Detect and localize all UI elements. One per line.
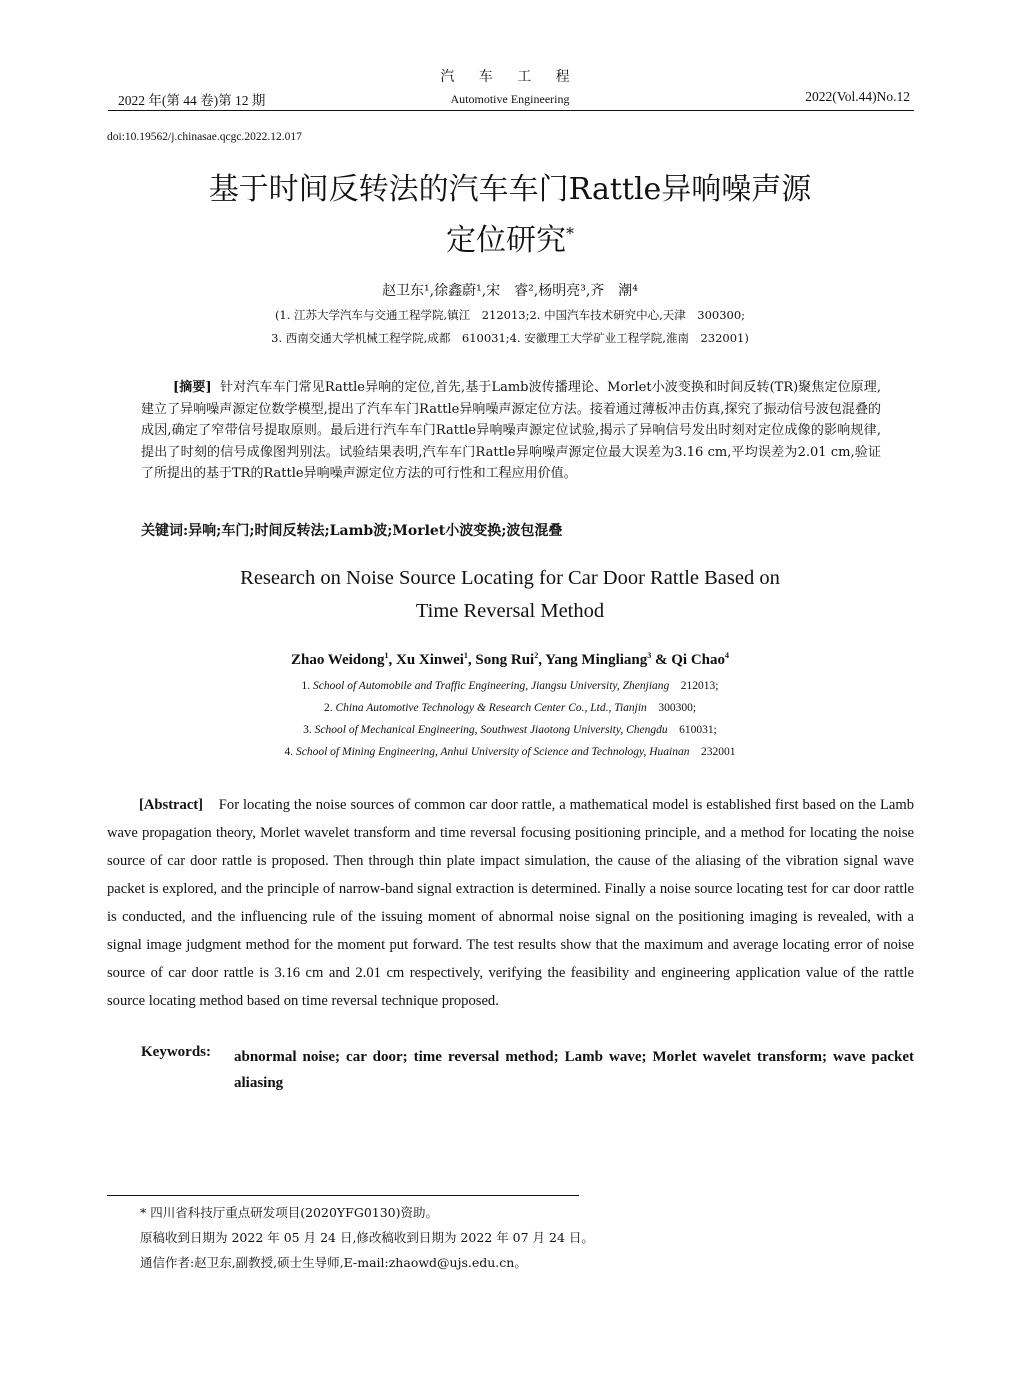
- affil-text: School of Mechanical Engineering, Southwest Jiaotong University, Chengdu: [314, 724, 668, 736]
- en-keywords: abnormal noise; car door; time reversal method; Lamb wave; Morlet wavelet transform; wave packet aliasing: [234, 1049, 914, 1091]
- cn-title-line1: 基于时间反转法的汽车车门Rattle异响噪声源: [208, 172, 812, 207]
- affil-postcode: 610031;: [679, 724, 717, 736]
- author-affil-number: 1: [463, 651, 468, 660]
- en-affiliation-2: [0, 702, 1020, 714]
- en-abstract: [107, 791, 914, 1015]
- journal-name-en: Automotive Engineering: [450, 92, 570, 106]
- affil-postcode: 232001: [701, 746, 736, 758]
- cn-affiliation-line2: 3. 西南交通大学机械工程学院,成都 610031;4. 安徽理工大学矿业工程学院,淮南 232001): [271, 331, 749, 345]
- en-author: Song Rui: [475, 652, 535, 668]
- author-separator: ,: [538, 652, 546, 668]
- affil-number: 4.: [284, 746, 296, 758]
- footnote-corresponding-author: 通信作者:赵卫东,副教授,硕士生导师,E-mail:zhaowd@ujs.edu.cn。: [140, 1255, 527, 1270]
- en-author: Xu Xinwei: [395, 652, 464, 668]
- author-separator: ,: [467, 652, 476, 668]
- en-title-line1: Research on Noise Source Locating for Car Door Rattle Based on: [240, 567, 780, 589]
- author-affil-number: 4: [725, 651, 730, 660]
- en-authors: [0, 651, 1020, 669]
- affil-number: 3.: [303, 724, 315, 736]
- cn-keywords: 关键词:异响;车门;时间反转法;Lamb波;Morlet小波变换;波包混叠: [141, 523, 563, 539]
- doi[interactable]: doi:10.19562/j.chinasae.qcgc.2022.12.017: [107, 131, 302, 143]
- en-author: Yang Mingliang: [545, 652, 648, 668]
- author-separator: &: [651, 652, 672, 668]
- cn-authors: 赵卫东¹,徐鑫蔚¹,宋 睿²,杨明亮³,齐 潮⁴: [382, 283, 638, 299]
- cn-abstract-label: [摘要]: [173, 380, 212, 395]
- en-author: Qi Chao: [671, 652, 726, 668]
- cn-title-line2: [0, 214, 1020, 261]
- header-rule: [108, 110, 914, 111]
- en-title-line2: Time Reversal Method: [415, 600, 605, 622]
- author-affil-number: 3: [647, 651, 652, 660]
- en-keywords-label: Keywords:: [141, 1044, 211, 1060]
- en-abstract-label: [Abstract]: [139, 797, 204, 813]
- affil-text: China Automotive Technology & Research Center Co., Ltd., Tianjin: [335, 702, 647, 714]
- affil-number: 1.: [301, 680, 314, 692]
- cn-abstract-text: 针对汽车车门常见Rattle异响的定位,首先,基于Lamb波传播理论、Morlet小波变换和时间反转(TR)聚焦定位原理,建立了异响噪声源定位数学模型,提出了汽车车门Rattle异响噪声源定位方法。接着通过薄板冲击仿真,探究了振动信号波包混叠的成因,确定了窄带信号提取原则。最后进行汽车车门Rattle异响噪声源定位试验,揭示了异响信号发出时刻对定位成像的影响规律,提出了时刻的信号成像图判别法。试验结果表明,汽车车门Rattle异响噪声源定位最大误差为3.16 cm,平均误差为2.01 cm,验证了所提出的基于TR的Rattle异响噪声源定位方法的可行性和工程应用价值。: [141, 380, 881, 482]
- cn-title-text: 定位研究: [446, 223, 566, 258]
- en-affiliation-3: [0, 724, 1020, 736]
- en-affiliation-1: [0, 680, 1020, 692]
- affil-text: School of Mining Engineering, Anhui University of Science and Technology, Huainan: [296, 746, 690, 758]
- footnote-received-date: 原稿收到日期为 2022 年 05 月 24 日,修改稿收到日期为 2022 年 07 月 24 日。: [140, 1230, 594, 1245]
- en-author: Zhao Weidong: [290, 652, 385, 668]
- affil-postcode: 212013;: [680, 680, 719, 692]
- author-separator: ,: [388, 652, 396, 668]
- affil-postcode: 300300;: [658, 702, 697, 714]
- issue-info-en: 2022(Vol.44)No.12: [805, 89, 910, 104]
- author-affil-number: 2: [534, 651, 539, 660]
- affil-number: 2.: [323, 702, 336, 714]
- cn-abstract: [141, 377, 881, 485]
- cn-title-footnote-mark: *: [566, 224, 574, 243]
- journal-name-cn: 汽 车 工 程: [440, 69, 580, 85]
- author-affil-number: 1: [384, 651, 389, 660]
- issue-info-cn: 2022 年(第 44 卷)第 12 期: [118, 93, 266, 108]
- en-abstract-text: For locating the noise sources of common car door rattle, a mathematical model is established first based on the Lamb wave propagation theory, Morlet wavelet transform and time reversal focusing positioning principle, and a method for locating the noise source of car door rattle is proposed. Then through thin plate impact simulation, the cause of the aliasing of the vibration signal wave packet is explored, and the principle of narrow-band signal extraction is determined. Finally a noise source locating test for car door rattle is conducted, and the influencing rule of the issuing moment of abnormal noise signal on the positioning imaging is revealed, with a signal image judgment method for the moment put forward. The test results show that the maximum and average locating error of noise source of car door rattle is 3.16 cm and 2.01 cm respectively, verifying the feasibility and engineering application value of the rattle source locating method based on time reversal technique proposed.: [107, 797, 915, 1009]
- footnote-rule: [107, 1195, 579, 1196]
- cn-affiliation-line1: (1. 江苏大学汽车与交通工程学院,镇江 212013;2. 中国汽车技术研究中心,天津 300300;: [274, 308, 746, 322]
- footnote-funding: * 四川省科技厅重点研发项目(2020YFG0130)资助。: [140, 1205, 439, 1220]
- affil-text: School of Automobile and Traffic Engineering, Jiangsu University, Zhenjiang: [313, 680, 670, 692]
- en-affiliation-4: [0, 746, 1020, 758]
